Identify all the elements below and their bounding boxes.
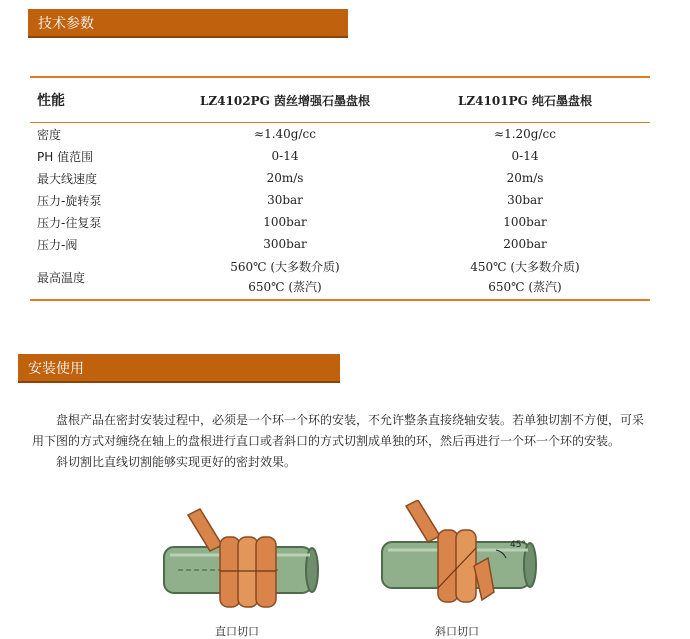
table-row-temperature xyxy=(30,255,650,299)
table-row xyxy=(30,211,650,233)
row-label: 最大线速度 xyxy=(37,171,98,186)
straight-cut-illustration xyxy=(160,505,320,615)
table-row xyxy=(30,123,650,145)
bevel-cut-illustration xyxy=(378,500,538,615)
section-title: 安装使用 xyxy=(28,360,84,377)
row-value-b: 100bar xyxy=(503,215,547,229)
table-bottom-rule xyxy=(30,299,650,301)
row-value-a: 300bar xyxy=(263,237,307,251)
section-title: 技术参数 xyxy=(38,15,94,32)
row-value-b: ≈1.20g/cc xyxy=(494,127,556,141)
row-value-a: ≈1.40g/cc xyxy=(254,127,316,141)
row-value-a: 100bar xyxy=(263,215,307,229)
temp-a-steam: 650℃ (蒸汽) xyxy=(248,280,322,294)
row-label: 密度 xyxy=(37,127,62,142)
install-instructions xyxy=(32,410,652,473)
table-header-row xyxy=(30,78,650,123)
header-property: 性能 xyxy=(37,93,65,109)
row-value-a: 0-14 xyxy=(271,149,299,163)
table-row xyxy=(30,145,650,167)
table-row xyxy=(30,233,650,255)
section-header-install xyxy=(18,354,340,383)
temp-b-steam: 650℃ (蒸汽) xyxy=(488,280,562,294)
straight-cut-caption: 直口切口 xyxy=(215,625,259,638)
header-lz4101pg: LZ4101PG 纯石墨盘根 xyxy=(457,93,593,108)
table-row xyxy=(30,189,650,211)
row-label: 压力-旋转泵 xyxy=(37,193,102,208)
row-value-b: 0-14 xyxy=(511,149,539,163)
row-value-a xyxy=(170,257,400,297)
angle-label: 45° xyxy=(510,540,526,550)
install-paragraph: 盘根产品在密封安装过程中，必须是一个环一个环的安装，不允许整条直接绕轴安装。若单独切割不方便，可采用下图的方式对缠绕在轴上的盘根进行直口或者斜口的方式切割成单独的环，然后再进行一个环一个环的安装。 xyxy=(32,413,645,448)
table-row xyxy=(30,167,650,189)
row-value-b: 30bar xyxy=(507,193,543,207)
header-lz4102pg: LZ4102PG 茵丝增强石墨盘根 xyxy=(199,93,371,108)
bevel-cut-caption: 斜口切口 xyxy=(435,625,479,638)
row-value-a: 30bar xyxy=(267,193,303,207)
row-value-b xyxy=(400,257,650,297)
temp-b-medium: 450℃ (大多数介质) xyxy=(470,260,580,274)
row-value-b: 20m/s xyxy=(506,171,544,185)
row-value-a: 20m/s xyxy=(266,171,304,185)
spec-table xyxy=(30,76,650,301)
section-header-tech xyxy=(28,9,348,38)
install-paragraph: 斜切割比直线切割能够实现更好的密封效果。 xyxy=(56,455,297,469)
temp-a-medium: 560℃ (大多数介质) xyxy=(230,260,340,274)
row-label: 压力-阀 xyxy=(37,237,78,252)
row-label: 最高温度 xyxy=(37,270,86,285)
row-label: 压力-往复泵 xyxy=(37,215,102,230)
row-value-b: 200bar xyxy=(503,237,547,251)
row-label: PH 值范围 xyxy=(37,149,94,164)
